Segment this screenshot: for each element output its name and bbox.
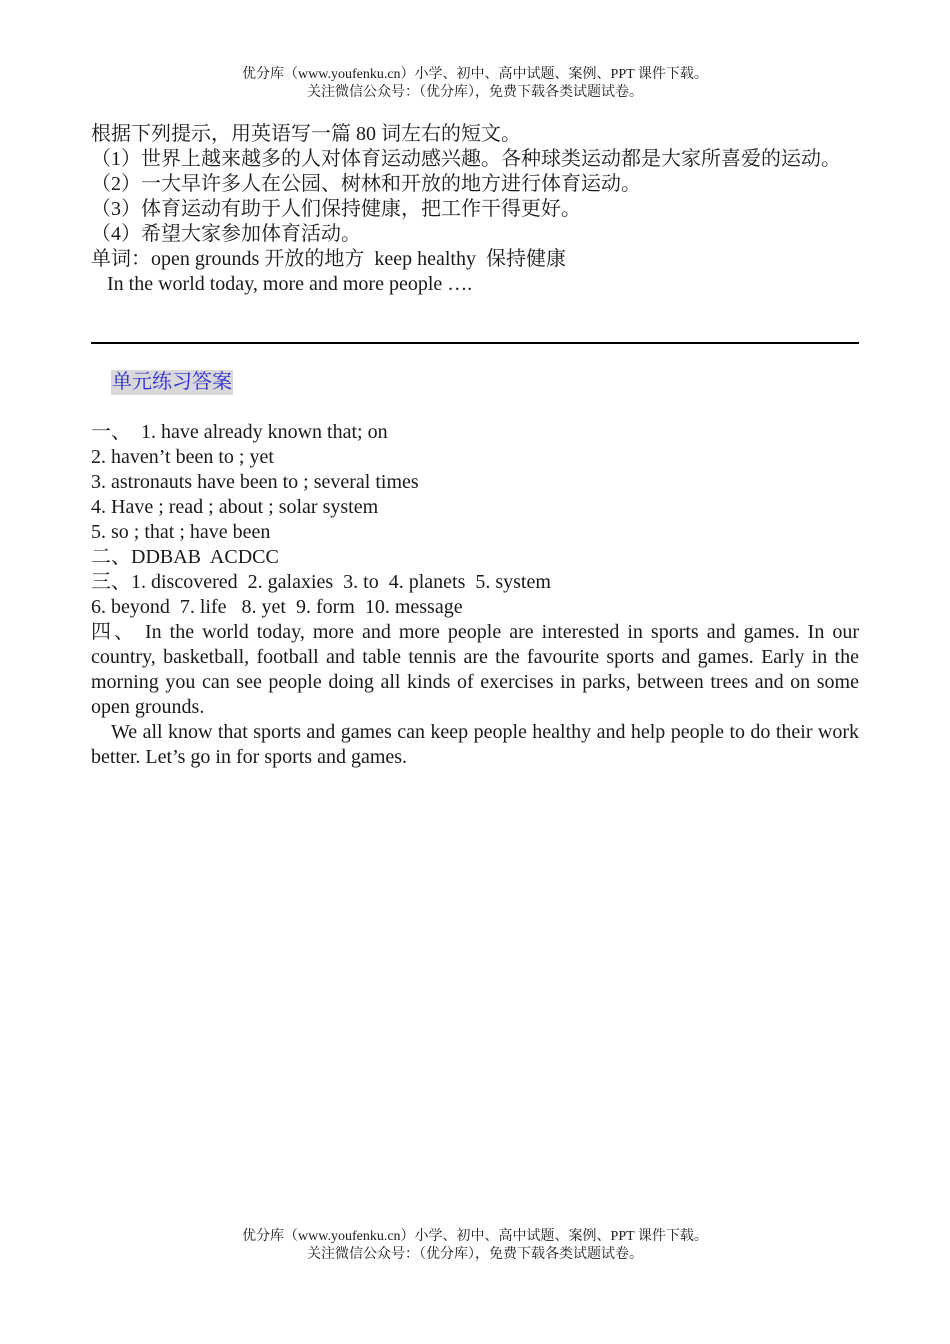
page-header	[0, 66, 950, 102]
answer-line: 6. beyond 7. life 8. yet 9. form 10. message	[91, 596, 463, 618]
answer-line: 三、1. discovered 2. galaxies 3. to 4. planets 5. system	[91, 571, 551, 593]
writing-opening: In the world today, more and more people ….	[107, 273, 473, 295]
page-footer	[0, 1228, 950, 1264]
answers-title: 单元练习答案	[112, 371, 232, 393]
header-line-1: 优分库（www.youfenku.cn）小学、初中、高中试题、案例、PPT 课件下载。	[242, 67, 708, 82]
writing-point-2: （2）一大早许多人在公园、树林和开放的地方进行体育运动。	[91, 173, 641, 195]
document-body	[91, 122, 859, 770]
vocabulary-line: 单词：open grounds 开放的地方 keep healthy 保持健康	[91, 248, 566, 270]
answer-line: 一、 1. have already known that; on	[91, 421, 388, 443]
footer-line-2: 关注微信公众号：（优分库），免费下载各类试题试卷。	[307, 1247, 643, 1262]
writing-point-3: （3）体育运动有助于人们保持健康，把工作干得更好。	[91, 198, 581, 220]
essay-paragraph-2: We all know that sports and games can keep people healthy and help people to do their work better. Let’s go in for sports and games.	[91, 721, 859, 768]
header-line-2: 关注微信公众号：（优分库），免费下载各类试题试卷。	[307, 85, 643, 100]
essay-paragraph-1: 四、 In the world today, more and more people are interested in sports and games. In our country, basketball, football and table tennis are the favourite sports and games. Early in the morning you can see people doing all kinds of exercises in parks, between trees and on some open grounds.	[91, 621, 859, 718]
section-divider	[91, 342, 859, 344]
writing-point-1: （1）世界上越来越多的人对体育运动感兴趣。各种球类运动都是大家所喜爱的运动。	[91, 148, 841, 170]
answer-line: 4. Have ; read ; about ; solar system	[91, 496, 379, 518]
answer-line: 2. haven’t been to ; yet	[91, 446, 274, 468]
writing-instruction: 根据下列提示，用英语写一篇 80 词左右的短文。	[91, 123, 521, 145]
spacer	[91, 297, 859, 342]
answer-line: 二、DDBAB ACDCC	[91, 546, 279, 568]
answer-line: 3. astronauts have been to ; several times	[91, 471, 419, 493]
answer-line: 5. so ; that ; have been	[91, 521, 271, 543]
footer-line-1: 优分库（www.youfenku.cn）小学、初中、高中试题、案例、PPT 课件下载。	[242, 1229, 708, 1244]
answers-heading-row	[91, 345, 859, 420]
writing-point-4: （4）希望大家参加体育活动。	[91, 223, 361, 245]
